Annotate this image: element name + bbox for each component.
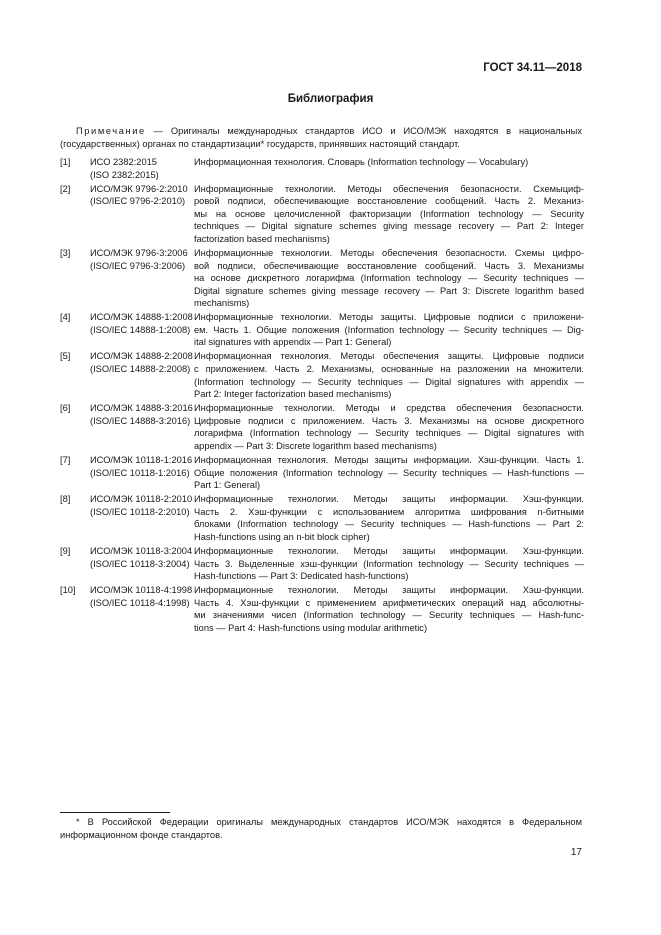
reference-number: [4] xyxy=(60,312,71,323)
reference-title xyxy=(194,350,584,400)
reference-code xyxy=(90,493,194,543)
reference-title-line: ital signatures with appendix — Part 1: General) xyxy=(194,337,392,348)
reference-title-line: Hash-functions — Part 3: Dedicated hash-functions) xyxy=(194,571,409,582)
reference-title-line: Информационная технология. Методы обеспечения защиты. Цифровые подписи xyxy=(194,351,584,362)
reference-title-line: с приложением. Часть 2. Механизмы, основанные на разложении на множители. xyxy=(194,364,584,375)
reference-title-line: (Information technology — Security techniques — Digital signatures with appendix — xyxy=(194,376,584,387)
note-text-line-1: — Оригиналы международных стандартов ИСО и ИСО/МЭК находятся в национальных xyxy=(145,126,582,136)
reference-item xyxy=(60,183,584,246)
reference-number: [9] xyxy=(60,545,71,556)
reference-title-line: Part 1: General) xyxy=(194,480,261,491)
reference-code-line: (ISO/IEC 10118-4:1998) xyxy=(90,597,190,608)
reference-code xyxy=(90,350,194,400)
reference-title-line: ровой подписи, обеспечивающие восстановление сообщений. Часть 2. Механиз- xyxy=(194,196,584,207)
reference-code-line: ИСО/МЭК 9796-3:2006 xyxy=(90,247,188,258)
page-title: Библиография xyxy=(287,93,374,105)
reference-number: [7] xyxy=(60,455,71,465)
reference-title xyxy=(194,247,584,310)
reference-title-line: techniques — Digital signature schemes giving message recovery — Part 2: Integer xyxy=(194,221,584,232)
reference-title-line: вой подписи, обеспечивающие восстановление сообщений. Часть 3. Механизмы xyxy=(194,260,584,271)
note-label: Примечание xyxy=(76,126,146,136)
reference-title-line: Информационная технология. Словарь (Information technology — Vocabulary) xyxy=(194,157,529,167)
reference-number: [8] xyxy=(60,494,71,505)
footnote-line-2: информационном фонде стандартов. xyxy=(60,829,223,840)
reference-title-line: Часть 4. Хэш-функции с применением арифметических операций над абсолютны- xyxy=(194,597,584,608)
reference-title-line: Часть 3. Выделенные хэш-функции (Information technology — Security techniques — xyxy=(194,558,584,569)
reference-code-line: (ISO 2382:2015) xyxy=(90,169,159,180)
reference-title-line: ми значениями чисел (Information technology — Security techniques — Hash-func- xyxy=(194,610,584,621)
reference-item xyxy=(60,350,584,400)
reference-code xyxy=(90,247,194,310)
reference-code xyxy=(90,584,194,634)
footnote-line-1: * В Российской Федерации оригиналы международных стандартов ИСО/МЭК находятся в Федеральном xyxy=(76,817,582,827)
reference-code-line: (ISO/IEC 9796-3:2006) xyxy=(90,260,186,271)
reference-title-line: ем. Часть 1. Общие положения (Information technology — Security techniques — Dig- xyxy=(194,324,584,335)
note-text-line-2: (государственных) органах по стандартизации* государств, принявших настоящий стандарт. xyxy=(60,138,460,149)
reference-title xyxy=(194,183,584,246)
reference-code-line: (ISO/IEC 10118-3:2004) xyxy=(90,558,190,569)
reference-item xyxy=(60,584,584,634)
reference-item xyxy=(60,454,584,492)
reference-title-line: Part 2: Integer factorization based mechanisms) xyxy=(194,389,392,400)
reference-code xyxy=(90,183,194,246)
reference-code xyxy=(90,545,194,583)
reference-code-line: (ISO/IEC 9796-2:2010) xyxy=(90,196,186,207)
reference-item xyxy=(60,493,584,543)
reference-item xyxy=(60,156,584,181)
reference-code-line: ИСО/МЭК 14888-3:2016 xyxy=(90,403,193,414)
reference-code-line: ИСО/МЭК 10118-2:2010 xyxy=(90,494,193,505)
note-paragraph xyxy=(60,125,582,150)
page-number: 17 xyxy=(570,847,582,858)
reference-title-line: логарифма (Information technology — Security techniques — Digital signatures with xyxy=(194,428,584,439)
reference-title-line: на основе дискретного логарифма (Information technology — Security techniques — xyxy=(194,273,584,284)
reference-number: [6] xyxy=(60,403,71,414)
reference-title xyxy=(194,402,584,452)
reference-code xyxy=(90,454,194,492)
reference-code-line: ИСО/МЭК 10118-3:2004 xyxy=(90,545,193,556)
bibliography-list xyxy=(60,156,584,636)
reference-code-line: (ISO/IEC 14888-3:2016) xyxy=(90,415,191,426)
reference-title-line: Digital signature schemes giving message recovery — Part 3: Discrete logarithm based xyxy=(194,285,584,296)
reference-title-line: Цифровые подписи с приложением. Часть 3. Механизмы на основе дискретного xyxy=(194,415,584,426)
reference-title-line: Часть 2. Хэш-функции с использованием алгоритма шифрования n-битными xyxy=(194,506,584,517)
reference-code-line: (ISO/IEC 10118-1:2016) xyxy=(90,467,190,478)
reference-title-line: мы на основе целочисленной факторизации (Information technology — Security xyxy=(194,208,584,219)
reference-title-line: блоками (Information technology — Security techniques — Hash-functions — Part 2: xyxy=(194,519,584,530)
reference-code-line: (ISO/IEC 14888-2:2008) xyxy=(90,364,191,375)
reference-title-line: Общие положения (Information technology — Security techniques — Hash-functions — xyxy=(194,467,584,478)
reference-item xyxy=(60,545,584,583)
document-code: ГОСТ 34.11—2018 xyxy=(483,62,582,74)
footnote xyxy=(60,816,582,841)
reference-title-line: tions — Part 4: Hash-functions using modular arithmetic) xyxy=(194,622,428,633)
reference-title-line: Hash-functions using an n-bit block cipher) xyxy=(194,531,370,542)
reference-code-line: (ISO/IEC 10118-2:2010) xyxy=(90,506,190,517)
reference-title xyxy=(194,311,584,349)
reference-title-line: mechanisms) xyxy=(194,298,250,309)
reference-code-line: ИСО/МЭК 14888-2:2008 xyxy=(90,351,193,362)
reference-title xyxy=(194,156,584,181)
reference-title-line: Информационные технологии. Методы обеспечения безопасности. Схемы цифро- xyxy=(194,247,584,258)
reference-number: [5] xyxy=(60,351,71,362)
reference-item xyxy=(60,247,584,310)
reference-code xyxy=(90,311,194,349)
reference-title xyxy=(194,584,584,634)
reference-code xyxy=(90,156,194,181)
reference-title-line: Информационные технологии. Методы обеспечения безопасности. Схемыциф- xyxy=(194,183,584,194)
reference-title xyxy=(194,493,584,543)
reference-code-line: ИСО/МЭК 10118-1:2016 xyxy=(90,455,193,465)
reference-title-line: factorization based mechanisms) xyxy=(194,233,330,244)
reference-code-line: ИСО 2382:2015 xyxy=(90,157,157,167)
reference-code-line: ИСО/МЭК 9796-2:2010 xyxy=(90,183,188,194)
reference-number: [1] xyxy=(60,157,71,167)
reference-code-line: ИСО/МЭК 10118-4:1998 xyxy=(90,585,193,596)
reference-number: [3] xyxy=(60,247,71,258)
reference-item xyxy=(60,311,584,349)
reference-number: [2] xyxy=(60,183,71,194)
footnote-divider xyxy=(60,812,170,813)
reference-title-line: Информационная технология. Методы защиты информации. Хэш-функции. Часть 1. xyxy=(194,455,584,465)
reference-code-line: ИСО/МЭК 14888-1:2008 xyxy=(90,312,193,323)
reference-title-line: Информационные технологии. Методы защиты информации. Хэш-функции. xyxy=(194,585,584,596)
reference-code xyxy=(90,402,194,452)
reference-title-line: Информационные технологии. Методы защиты информации. Хэш-функции. xyxy=(194,494,584,505)
reference-title-line: appendix — Part 3: Discrete logarithm based mechanisms) xyxy=(194,441,437,452)
reference-item xyxy=(60,402,584,452)
reference-title xyxy=(194,545,584,583)
reference-number: [10] xyxy=(60,585,76,596)
reference-title xyxy=(194,454,584,492)
reference-title-line: Информационные технологии. Методы и средства обеспечения безопасности. xyxy=(194,403,584,414)
reference-code-line: (ISO/IEC 14888-1:2008) xyxy=(90,324,191,335)
reference-title-line: Информационные технологии. Методы защиты информации. Хэш-функции. xyxy=(194,545,584,556)
reference-title-line: Информационные технологии. Методы защиты. Цифровые подписи с приложени- xyxy=(194,312,584,323)
